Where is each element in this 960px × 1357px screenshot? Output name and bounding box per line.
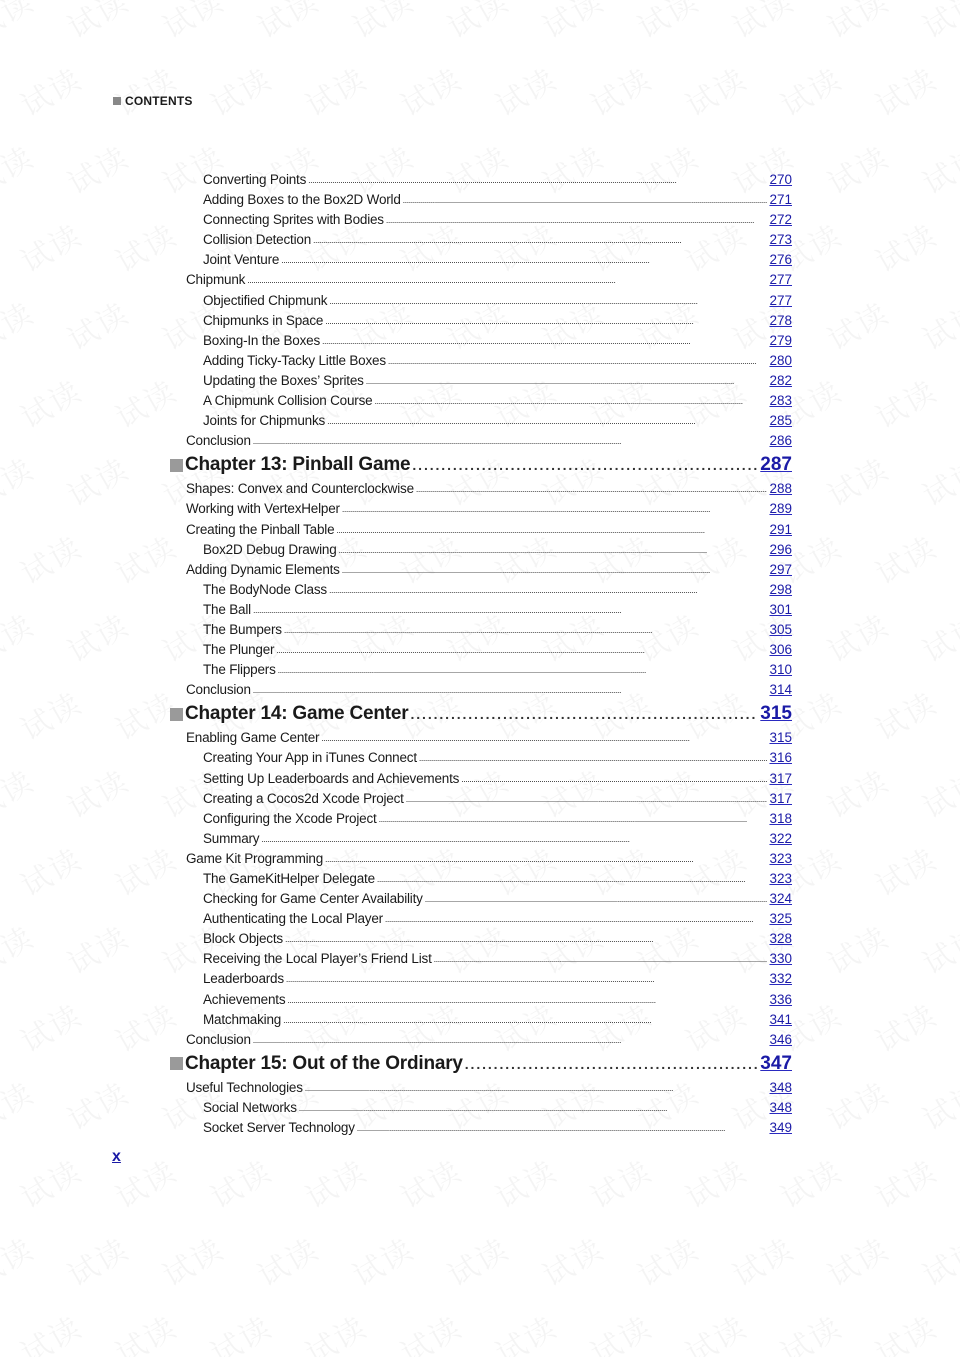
watermark-text bbox=[866, 367, 943, 437]
watermark-text bbox=[818, 133, 895, 203]
toc-page-link[interactable]: 273 bbox=[769, 232, 792, 248]
dot-leader bbox=[377, 869, 768, 889]
watermark-text bbox=[58, 289, 135, 359]
toc-entry-title: Working with VertexHelper bbox=[186, 501, 340, 517]
toc-page-link[interactable]: 316 bbox=[769, 750, 792, 766]
toc-entry-title: Summary bbox=[203, 830, 260, 846]
toc-entry-title: Chapter 14: Game Center bbox=[185, 703, 409, 725]
dot-leader bbox=[305, 1078, 768, 1098]
toc-entry[interactable] bbox=[170, 929, 792, 949]
watermark-text bbox=[11, 367, 88, 437]
watermark-text bbox=[438, 1225, 515, 1295]
toc-entry[interactable] bbox=[170, 889, 792, 909]
dot-leader bbox=[342, 499, 768, 519]
toc-entry-title: Conclusion bbox=[186, 433, 251, 449]
watermark-text bbox=[581, 1303, 658, 1357]
watermark-text bbox=[818, 289, 895, 359]
toc-page-link[interactable]: 286 bbox=[769, 433, 792, 449]
watermark-text bbox=[486, 1147, 563, 1217]
toc-entry-title: Shapes: Convex and Counterclockwise bbox=[186, 481, 414, 497]
toc-entry[interactable] bbox=[170, 640, 792, 660]
toc-entry-title: Useful Technologies bbox=[186, 1079, 303, 1095]
toc-entry-title: The Flippers bbox=[203, 662, 276, 678]
watermark-text bbox=[486, 55, 563, 125]
watermark-text bbox=[343, 0, 420, 47]
toc-page-link[interactable]: 270 bbox=[769, 172, 792, 187]
dot-leader bbox=[386, 210, 768, 230]
toc-entry-title: Updating the Boxes’ Sprites bbox=[203, 372, 364, 388]
toc-entry[interactable] bbox=[170, 391, 792, 411]
toc-entry[interactable] bbox=[170, 291, 792, 311]
watermark-text bbox=[58, 601, 135, 671]
toc-page-link[interactable]: 305 bbox=[769, 621, 792, 637]
watermark-text bbox=[11, 523, 88, 593]
toc-page-link[interactable]: 330 bbox=[769, 951, 792, 967]
watermark-text bbox=[771, 1147, 848, 1217]
watermark-text bbox=[391, 1303, 468, 1357]
toc-entry-title: Leaderboards bbox=[203, 971, 284, 987]
toc-page-link[interactable]: 277 bbox=[769, 272, 792, 288]
dot-leader bbox=[342, 560, 768, 580]
toc-page-link[interactable]: 348 bbox=[769, 1079, 792, 1095]
watermark-text bbox=[581, 1147, 658, 1217]
watermark-text bbox=[913, 0, 960, 47]
running-head-label: CONTENTS bbox=[125, 94, 193, 108]
toc-page-link[interactable]: 346 bbox=[769, 1031, 792, 1047]
watermark-text bbox=[0, 1069, 41, 1139]
dot-leader bbox=[379, 809, 768, 829]
dot-leader bbox=[403, 190, 768, 210]
dot-leader bbox=[283, 1010, 767, 1030]
watermark-text bbox=[11, 835, 88, 905]
toc-page-link[interactable]: 310 bbox=[769, 662, 792, 678]
watermark-text bbox=[676, 1303, 753, 1357]
watermark-text bbox=[201, 1147, 278, 1217]
toc-entry-title: Configuring the Xcode Project bbox=[203, 810, 377, 826]
watermark-text bbox=[153, 0, 230, 47]
watermark-text bbox=[11, 55, 88, 125]
dot-leader bbox=[253, 680, 768, 700]
chapter-square-icon bbox=[170, 459, 183, 472]
toc-entry-title: Objectified Chipmunk bbox=[203, 292, 328, 308]
toc-page-link[interactable]: 291 bbox=[769, 521, 792, 537]
toc-entry-title: Game Kit Programming bbox=[186, 850, 324, 866]
watermark-text bbox=[153, 1225, 230, 1295]
dot-leader bbox=[465, 1051, 759, 1077]
dot-leader bbox=[253, 1030, 768, 1050]
watermark-text bbox=[866, 1147, 943, 1217]
dot-leader bbox=[325, 311, 767, 331]
watermark-text bbox=[11, 679, 88, 749]
toc-page-link[interactable]: 280 bbox=[769, 352, 792, 368]
toc-entry[interactable] bbox=[170, 520, 792, 540]
toc-entry[interactable] bbox=[170, 620, 792, 640]
page-folio-link[interactable]: x bbox=[112, 1148, 121, 1165]
toc-entry[interactable] bbox=[170, 809, 792, 829]
toc-chapter-entry[interactable] bbox=[170, 1051, 792, 1077]
toc-page-link[interactable]: 328 bbox=[769, 931, 792, 947]
watermark-text bbox=[11, 991, 88, 1061]
toc-page-link[interactable]: 323 bbox=[769, 871, 792, 886]
watermark-text bbox=[296, 55, 373, 125]
watermark-text bbox=[628, 0, 705, 47]
toc-entry[interactable] bbox=[170, 270, 792, 290]
toc-page-link[interactable]: 283 bbox=[769, 393, 792, 409]
toc-entry[interactable] bbox=[170, 680, 792, 700]
watermark-text bbox=[11, 1147, 88, 1217]
toc-page-link[interactable]: 323 bbox=[769, 850, 792, 866]
watermark-text bbox=[866, 679, 943, 749]
dot-leader bbox=[374, 391, 767, 411]
dot-leader bbox=[325, 849, 767, 869]
watermark-text bbox=[486, 1303, 563, 1357]
toc-entry-title: Adding Boxes to the Box2D World bbox=[203, 192, 401, 208]
watermark-text bbox=[0, 1225, 41, 1295]
watermark-text bbox=[913, 757, 960, 827]
watermark-text bbox=[913, 445, 960, 515]
watermark-text bbox=[0, 601, 41, 671]
toc-entry[interactable] bbox=[170, 499, 792, 519]
toc-entry-title: The BodyNode Class bbox=[203, 581, 327, 597]
toc-entry-title: Block Objects bbox=[203, 931, 283, 947]
toc-page-link[interactable]: 287 bbox=[760, 454, 792, 476]
square-bullet-icon bbox=[113, 97, 121, 105]
toc-entry-title: Socket Server Technology bbox=[203, 1120, 355, 1136]
toc-page-link[interactable]: 288 bbox=[769, 481, 792, 497]
toc-chapter-entry[interactable] bbox=[170, 701, 792, 727]
watermark-text bbox=[296, 1303, 373, 1357]
dot-leader bbox=[281, 250, 767, 270]
watermark-text bbox=[58, 757, 135, 827]
toc-page-link[interactable]: 322 bbox=[769, 830, 792, 846]
toc-entry-title: Checking for Game Center Availability bbox=[203, 891, 423, 907]
toc-entry[interactable] bbox=[170, 1030, 792, 1050]
toc-entry-title: Receiving the Local Player’s Friend List bbox=[203, 951, 432, 967]
toc-page-link[interactable]: 336 bbox=[769, 991, 792, 1007]
watermark-text bbox=[866, 835, 943, 905]
toc-page-link[interactable]: 279 bbox=[769, 332, 792, 348]
dot-leader bbox=[410, 701, 758, 727]
toc-page-link[interactable]: 318 bbox=[769, 810, 792, 826]
dot-leader bbox=[336, 520, 767, 540]
watermark-text bbox=[58, 0, 135, 47]
watermark-text bbox=[866, 55, 943, 125]
dot-leader bbox=[419, 748, 768, 768]
toc-entry-title: Joint Venture bbox=[203, 252, 280, 268]
watermark-text bbox=[676, 55, 753, 125]
toc-chapter-entry[interactable] bbox=[170, 452, 792, 478]
watermark-text bbox=[58, 133, 135, 203]
toc-entry-title: A Chipmunk Collision Course bbox=[203, 393, 373, 409]
dot-leader bbox=[276, 640, 767, 660]
table-of-contents bbox=[170, 170, 792, 1138]
toc-entry[interactable] bbox=[170, 769, 792, 789]
watermark-text bbox=[0, 445, 41, 515]
watermark-text bbox=[248, 0, 325, 47]
watermark-text bbox=[913, 913, 960, 983]
dot-leader bbox=[327, 411, 767, 431]
watermark-text bbox=[0, 289, 41, 359]
watermark-text bbox=[818, 0, 895, 47]
toc-page-link[interactable]: 314 bbox=[769, 682, 792, 698]
toc-entry-title: Adding Ticky-Tacky Little Boxes bbox=[203, 352, 386, 368]
watermark-text bbox=[866, 991, 943, 1061]
toc-entry-title: Achievements bbox=[203, 991, 286, 1007]
dot-leader bbox=[425, 889, 768, 909]
toc-entry[interactable] bbox=[170, 990, 792, 1010]
toc-entry[interactable] bbox=[170, 869, 792, 889]
toc-entry[interactable] bbox=[170, 789, 792, 809]
watermark-text bbox=[0, 913, 41, 983]
dot-leader bbox=[329, 580, 768, 600]
watermark-text bbox=[818, 1069, 895, 1139]
toc-page-link[interactable]: 317 bbox=[769, 770, 792, 786]
watermark-text bbox=[0, 133, 41, 203]
toc-entry-title: The GameKitHelper Delegate bbox=[203, 871, 375, 886]
dot-leader bbox=[322, 331, 767, 351]
toc-entry[interactable] bbox=[170, 660, 792, 680]
watermark-text bbox=[0, 757, 41, 827]
watermark-text bbox=[866, 211, 943, 281]
dot-leader bbox=[357, 1118, 768, 1138]
dot-leader bbox=[287, 990, 767, 1010]
toc-page-link[interactable]: 297 bbox=[769, 561, 792, 577]
watermark-text bbox=[771, 55, 848, 125]
watermark-text bbox=[771, 1303, 848, 1357]
watermark-text bbox=[913, 133, 960, 203]
toc-entry-title: Chipmunk bbox=[186, 272, 246, 288]
dot-leader bbox=[366, 371, 768, 391]
watermark-text bbox=[533, 1225, 610, 1295]
toc-page-link[interactable]: 301 bbox=[769, 601, 792, 617]
dot-leader bbox=[299, 1098, 768, 1118]
watermark-text bbox=[248, 1225, 325, 1295]
watermark-text bbox=[818, 601, 895, 671]
dot-leader bbox=[329, 291, 767, 311]
toc-entry-title: Chipmunks in Space bbox=[203, 312, 324, 328]
watermark-text bbox=[0, 0, 41, 47]
toc-entry-title: Matchmaking bbox=[203, 1011, 282, 1027]
toc-entry-title: Conclusion bbox=[186, 682, 251, 698]
toc-page-link[interactable]: 349 bbox=[769, 1120, 792, 1136]
toc-entry-title: Chapter 15: Out of the Ordinary bbox=[185, 1052, 463, 1074]
toc-page-link[interactable]: 298 bbox=[769, 581, 792, 597]
watermark-text bbox=[106, 55, 183, 125]
watermark-text bbox=[438, 0, 515, 47]
toc-entry[interactable] bbox=[170, 849, 792, 869]
watermark-text bbox=[201, 1303, 278, 1357]
toc-page-link[interactable]: 282 bbox=[769, 372, 792, 388]
toc-page-link[interactable]: 341 bbox=[769, 1011, 792, 1027]
toc-entry-title: Authenticating the Local Player bbox=[203, 911, 383, 927]
watermark-text bbox=[676, 1147, 753, 1217]
toc-entry[interactable] bbox=[170, 371, 792, 391]
running-head bbox=[113, 94, 193, 108]
toc-page-link[interactable]: 272 bbox=[769, 212, 792, 228]
toc-entry[interactable] bbox=[170, 230, 792, 250]
watermark-text bbox=[818, 1225, 895, 1295]
watermark-text bbox=[58, 913, 135, 983]
toc-entry[interactable] bbox=[170, 1118, 792, 1138]
toc-entry-title: Creating a Cocos2d Xcode Project bbox=[203, 790, 404, 806]
watermark-text bbox=[58, 1225, 135, 1295]
toc-entry-title: Collision Detection bbox=[203, 232, 312, 248]
toc-page-link[interactable]: 347 bbox=[760, 1052, 792, 1074]
toc-page-link[interactable]: 317 bbox=[769, 790, 792, 806]
toc-page-link[interactable]: 306 bbox=[769, 642, 792, 658]
toc-entry[interactable] bbox=[170, 250, 792, 270]
toc-entry[interactable] bbox=[170, 190, 792, 210]
toc-page-link[interactable]: 315 bbox=[760, 703, 792, 725]
toc-page-link[interactable]: 289 bbox=[769, 501, 792, 517]
watermark-text bbox=[866, 523, 943, 593]
toc-entry[interactable] bbox=[170, 311, 792, 331]
dot-leader bbox=[308, 170, 767, 190]
dot-leader bbox=[412, 452, 758, 478]
watermark-text bbox=[58, 445, 135, 515]
dot-leader bbox=[416, 479, 768, 499]
toc-entry-title: Converting Points bbox=[203, 172, 307, 187]
toc-entry-title: Adding Dynamic Elements bbox=[186, 561, 340, 577]
watermark-text bbox=[913, 1225, 960, 1295]
toc-entry[interactable] bbox=[170, 748, 792, 768]
toc-entry[interactable] bbox=[170, 1098, 792, 1118]
watermark-text bbox=[818, 913, 895, 983]
toc-entry[interactable] bbox=[170, 728, 792, 748]
watermark-text bbox=[581, 55, 658, 125]
toc-entry[interactable] bbox=[170, 829, 792, 849]
dot-leader bbox=[284, 620, 768, 640]
toc-entry-title: The Plunger bbox=[203, 642, 275, 658]
watermark-text bbox=[818, 757, 895, 827]
toc-entry[interactable] bbox=[170, 411, 792, 431]
toc-entry[interactable] bbox=[170, 170, 792, 190]
toc-entry-title: Setting Up Leaderboards and Achievements bbox=[203, 770, 460, 786]
toc-page-link[interactable]: 332 bbox=[769, 971, 792, 987]
watermark-text bbox=[201, 55, 278, 125]
dot-leader bbox=[385, 909, 768, 929]
dot-leader bbox=[247, 270, 767, 290]
toc-entry-title: The Bumpers bbox=[203, 621, 282, 637]
dot-leader bbox=[406, 789, 768, 809]
watermark-text bbox=[723, 1225, 800, 1295]
watermark-text bbox=[533, 0, 610, 47]
toc-entry-title: Conclusion bbox=[186, 1031, 251, 1047]
watermark-text bbox=[391, 55, 468, 125]
toc-page-link[interactable]: 315 bbox=[769, 730, 792, 746]
toc-entry[interactable] bbox=[170, 1078, 792, 1098]
toc-page-link[interactable]: 271 bbox=[769, 192, 792, 208]
toc-page-link[interactable]: 324 bbox=[769, 891, 792, 907]
dot-leader bbox=[253, 600, 768, 620]
watermark-text bbox=[11, 211, 88, 281]
toc-entry-title: Creating Your App in iTunes Connect bbox=[203, 750, 417, 766]
toc-entry[interactable] bbox=[170, 560, 792, 580]
dot-leader bbox=[286, 969, 768, 989]
watermark-text bbox=[913, 601, 960, 671]
dot-leader bbox=[313, 230, 767, 250]
watermark-text bbox=[818, 445, 895, 515]
dot-leader bbox=[339, 540, 768, 560]
toc-entry-title: Enabling Game Center bbox=[186, 730, 320, 746]
watermark-text bbox=[106, 1303, 183, 1357]
toc-page-link[interactable]: 285 bbox=[769, 413, 792, 429]
dot-leader bbox=[261, 829, 767, 849]
toc-entry[interactable] bbox=[170, 331, 792, 351]
watermark-text bbox=[913, 289, 960, 359]
dot-leader bbox=[321, 728, 767, 748]
toc-entry-title: Creating the Pinball Table bbox=[186, 521, 335, 537]
watermark-text bbox=[391, 1147, 468, 1217]
watermark-text bbox=[11, 1303, 88, 1357]
toc-page-link[interactable]: 276 bbox=[769, 252, 792, 268]
chapter-square-icon bbox=[170, 708, 183, 721]
dot-leader bbox=[461, 769, 767, 789]
toc-entry-title: Connecting Sprites with Bodies bbox=[203, 212, 384, 228]
toc-entry[interactable] bbox=[170, 969, 792, 989]
toc-page-link[interactable]: 278 bbox=[769, 312, 792, 328]
toc-entry[interactable] bbox=[170, 949, 792, 969]
watermark-text bbox=[723, 0, 800, 47]
toc-page-link[interactable]: 277 bbox=[769, 292, 792, 308]
toc-page-link[interactable]: 348 bbox=[769, 1099, 792, 1115]
dot-leader bbox=[278, 660, 768, 680]
watermark-text bbox=[866, 1303, 943, 1357]
toc-entry[interactable] bbox=[170, 600, 792, 620]
toc-entry-title: The Ball bbox=[203, 601, 251, 617]
dot-leader bbox=[388, 351, 768, 371]
toc-page-link[interactable]: 325 bbox=[769, 911, 792, 927]
toc-entry[interactable] bbox=[170, 1010, 792, 1030]
toc-entry-title: Boxing-In the Boxes bbox=[203, 332, 321, 348]
toc-entry[interactable] bbox=[170, 580, 792, 600]
toc-page-link[interactable]: 296 bbox=[769, 541, 792, 557]
dot-leader bbox=[253, 431, 768, 451]
watermark-text bbox=[628, 1225, 705, 1295]
toc-entry[interactable] bbox=[170, 540, 792, 560]
dot-leader bbox=[434, 949, 768, 969]
toc-entry[interactable] bbox=[170, 351, 792, 371]
toc-entry[interactable] bbox=[170, 210, 792, 230]
watermark-text bbox=[343, 1225, 420, 1295]
toc-entry[interactable] bbox=[170, 479, 792, 499]
dot-leader bbox=[285, 929, 768, 949]
toc-entry-title: Joints for Chipmunks bbox=[203, 413, 326, 429]
toc-entry-title: Chapter 13: Pinball Game bbox=[185, 454, 411, 476]
toc-entry-title: Social Networks bbox=[203, 1099, 297, 1115]
chapter-square-icon bbox=[170, 1057, 183, 1070]
toc-entry[interactable] bbox=[170, 431, 792, 451]
watermark-text bbox=[58, 1069, 135, 1139]
watermark-text bbox=[296, 1147, 373, 1217]
toc-entry[interactable] bbox=[170, 909, 792, 929]
toc-entry-title: Box2D Debug Drawing bbox=[203, 541, 337, 557]
watermark-text bbox=[913, 1069, 960, 1139]
